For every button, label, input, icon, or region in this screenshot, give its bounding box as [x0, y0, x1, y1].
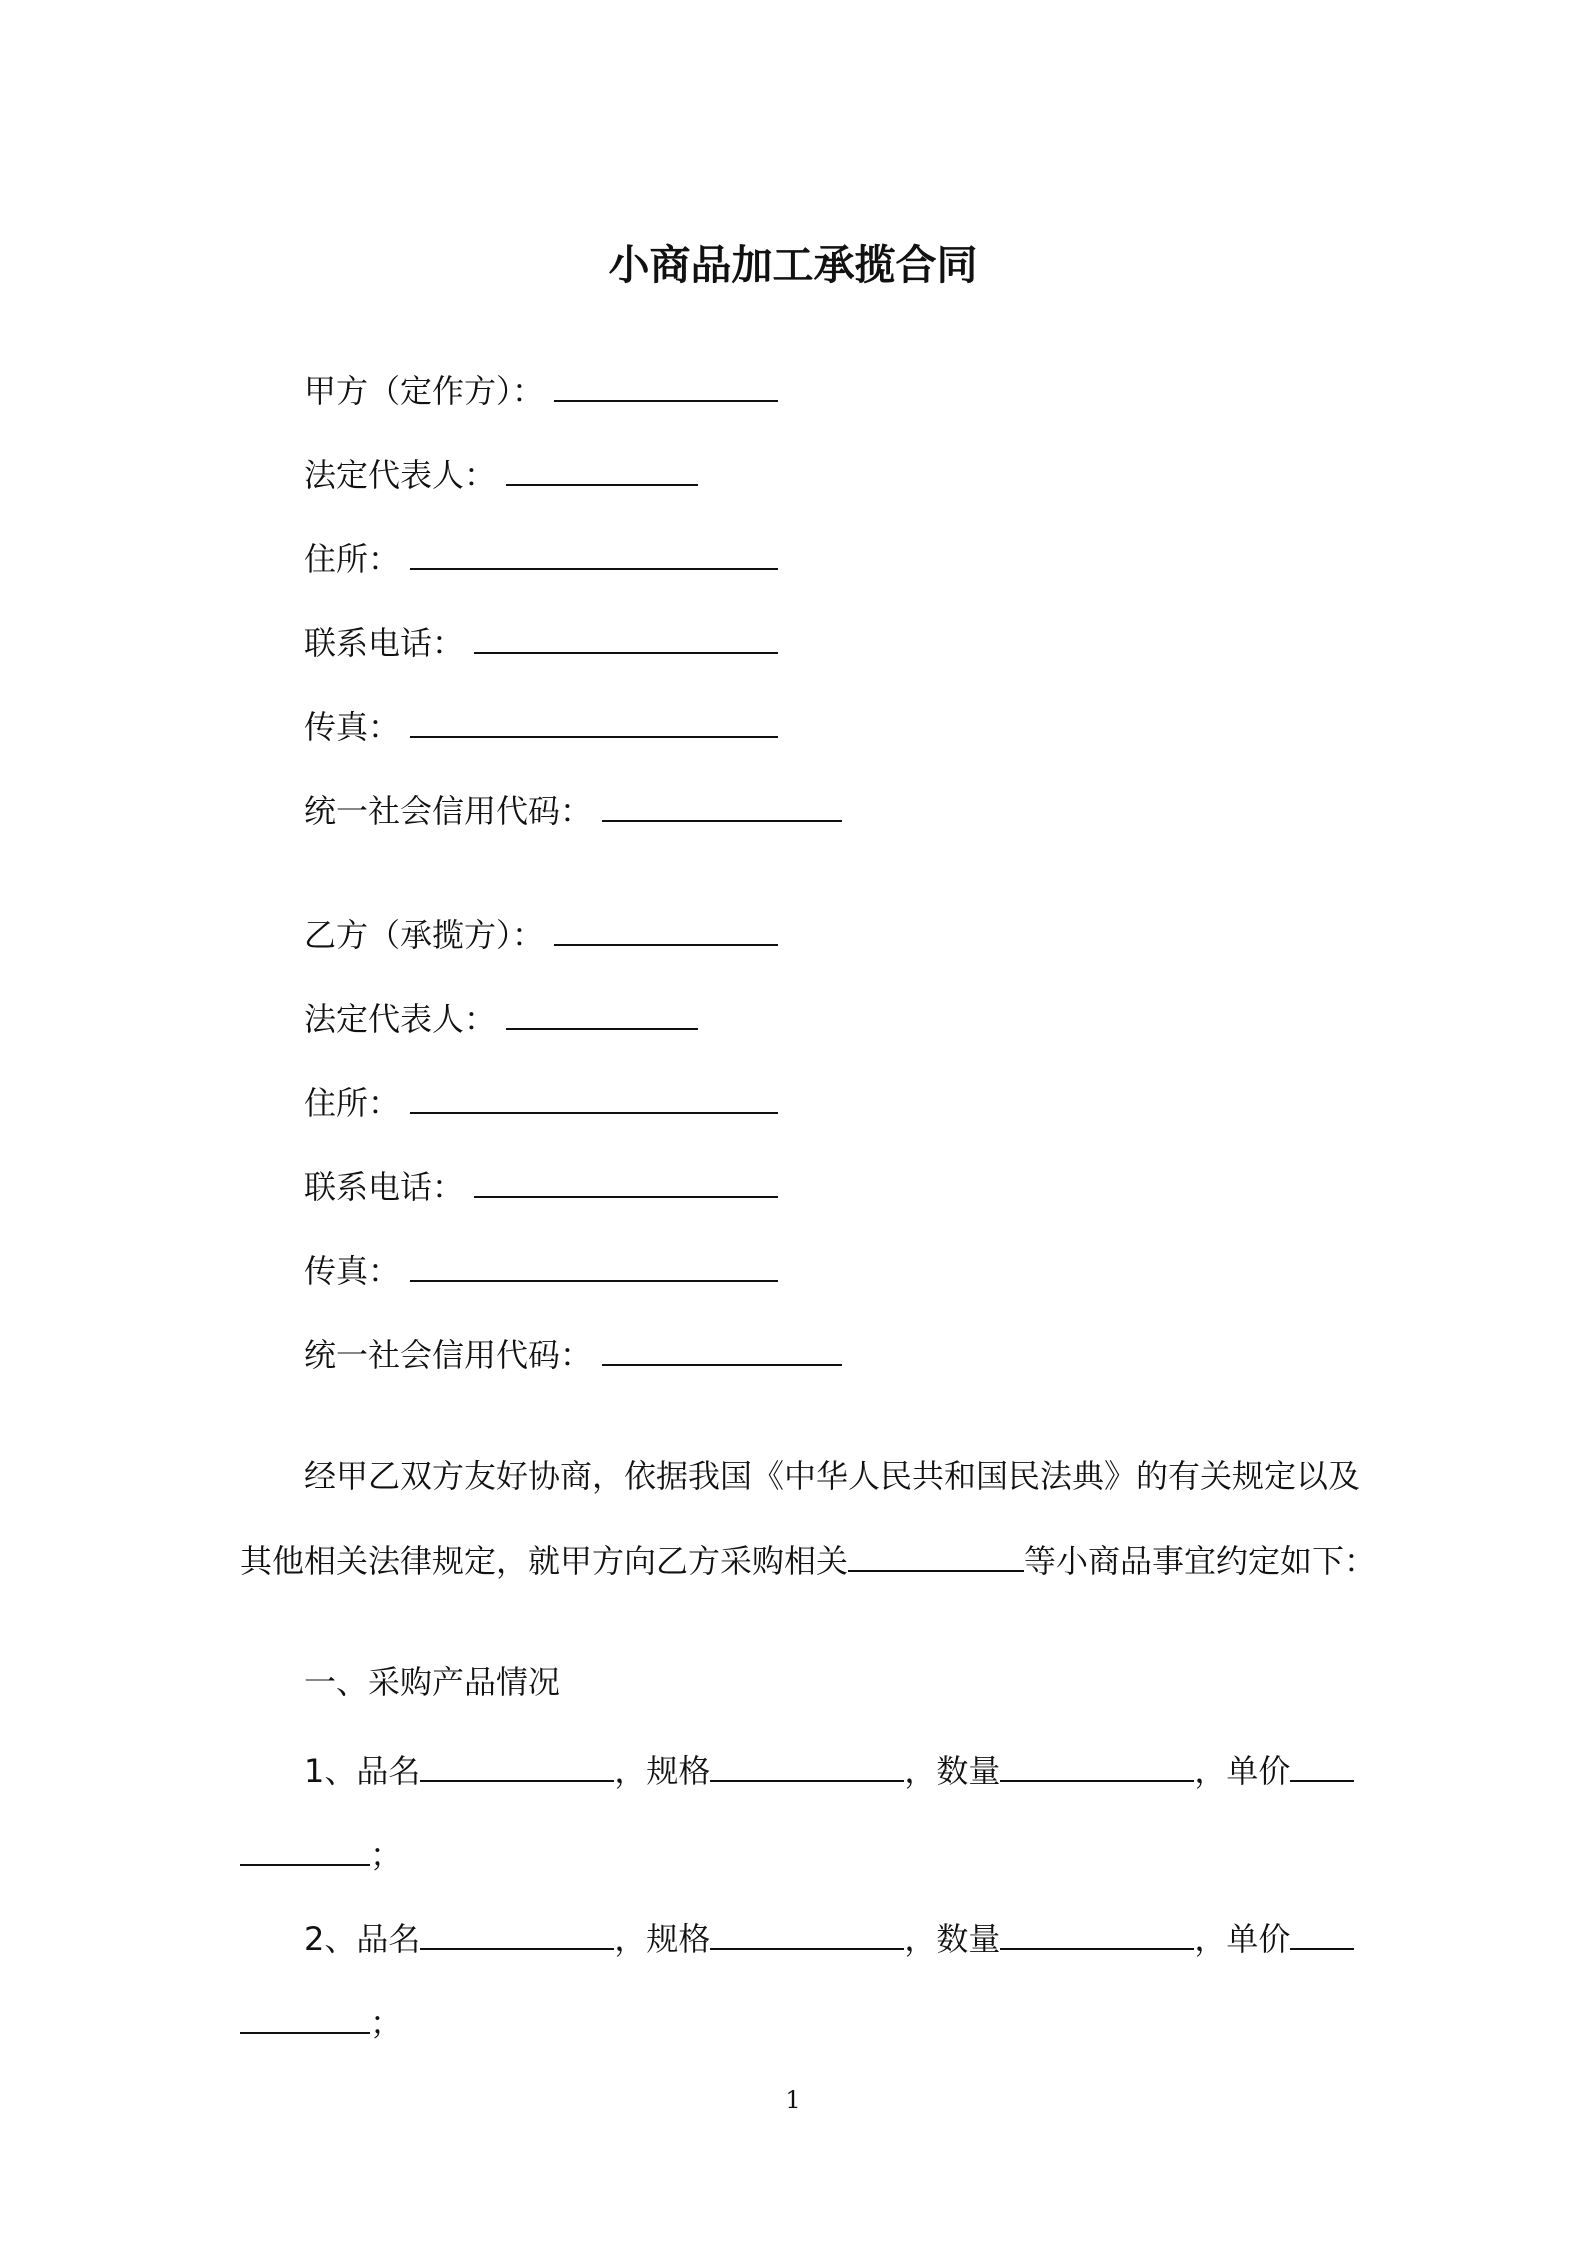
item-1-line-cont	[240, 1828, 402, 1877]
item-1-name-label: 1、品名	[304, 1752, 421, 1790]
party-b-address-line	[304, 1076, 778, 1125]
intro-line-1: 经甲乙双方友好协商，依据我国《中华人民共和国民法典》的有关规定以及	[304, 1457, 1361, 1495]
party-b-phone-label: 联系电话：	[304, 1168, 465, 1206]
item-1-spec-label: ，规格	[614, 1752, 711, 1790]
party-a-address-field[interactable]	[410, 532, 778, 570]
party-b-phone-line	[304, 1160, 778, 1209]
item-2-line-cont	[240, 1996, 402, 2045]
party-b-address-label: 住所：	[304, 1084, 401, 1122]
party-a-fax-line	[304, 700, 778, 749]
item-1-price-field[interactable]	[1290, 1744, 1354, 1782]
party-b-credit-label: 统一社会信用代码：	[304, 1336, 593, 1374]
party-a-address-label: 住所：	[304, 540, 401, 578]
item-2-price-field-cont[interactable]	[240, 1996, 370, 2034]
item-2-price-field[interactable]	[1290, 1912, 1354, 1950]
item-2-price-label: ，单价	[1194, 1920, 1291, 1958]
party-b-heading-line	[304, 908, 778, 957]
party-b-fax-field[interactable]	[410, 1244, 778, 1282]
party-a-fax-label: 传真：	[304, 708, 401, 746]
item-1-end: ；	[370, 1836, 403, 1874]
item-2-end: ；	[370, 2004, 403, 2042]
party-b-rep-field[interactable]	[506, 992, 698, 1030]
item-2-qty-field[interactable]	[1000, 1912, 1194, 1950]
item-2-name-label: 2、品名	[304, 1920, 421, 1958]
party-a-phone-field[interactable]	[474, 616, 778, 654]
party-b-address-field[interactable]	[410, 1076, 778, 1114]
item-1-name-field[interactable]	[420, 1744, 614, 1782]
party-a-heading-line	[304, 364, 778, 413]
item-1-price-label: ，单价	[1194, 1752, 1291, 1790]
intro-line-2-a: 其他相关法律规定，就甲方向乙方采购相关	[240, 1542, 849, 1580]
item-1-price-field-cont[interactable]	[240, 1828, 370, 1866]
party-a-phone-label: 联系电话：	[304, 624, 465, 662]
party-a-address-line	[304, 532, 778, 581]
party-b-rep-line	[304, 992, 698, 1041]
party-b-fax-line	[304, 1244, 778, 1293]
party-a-credit-line	[304, 784, 842, 833]
section-1-heading: 一、采购产品情况	[304, 1663, 561, 1701]
party-a-credit-field[interactable]	[602, 784, 842, 822]
party-b-fax-label: 传真：	[304, 1252, 401, 1290]
party-a-rep-line	[304, 448, 698, 497]
party-a-phone-line	[304, 616, 778, 665]
item-2-qty-label: ，数量	[904, 1920, 1001, 1958]
party-b-rep-label: 法定代表人：	[304, 1000, 497, 1038]
party-b-heading-label: 乙方（承揽方）：	[304, 916, 545, 954]
product-type-field[interactable]	[848, 1534, 1024, 1572]
party-b-credit-field[interactable]	[602, 1328, 842, 1366]
party-b-credit-line	[304, 1328, 842, 1377]
document-title: 小商品加工承揽合同	[608, 241, 978, 289]
item-2-spec-field[interactable]	[710, 1912, 904, 1950]
item-1-spec-field[interactable]	[710, 1744, 904, 1782]
item-2-spec-label: ，规格	[614, 1920, 711, 1958]
party-b-name-field[interactable]	[554, 908, 778, 946]
intro-line-2-b: 等小商品事宜约定如下：	[1024, 1542, 1377, 1580]
item-1-line	[304, 1744, 1354, 1793]
item-1-qty-label: ，数量	[904, 1752, 1001, 1790]
item-2-name-field[interactable]	[420, 1912, 614, 1950]
party-a-name-field[interactable]	[554, 364, 778, 402]
intro-line-2	[240, 1534, 1376, 1583]
party-a-rep-field[interactable]	[506, 448, 698, 486]
party-a-credit-label: 统一社会信用代码：	[304, 792, 593, 830]
item-2-line	[304, 1912, 1354, 1961]
page-number: 1	[785, 2086, 801, 2114]
party-a-rep-label: 法定代表人：	[304, 456, 497, 494]
party-b-phone-field[interactable]	[474, 1160, 778, 1198]
item-1-qty-field[interactable]	[1000, 1744, 1194, 1782]
party-a-fax-field[interactable]	[410, 700, 778, 738]
party-a-heading-label: 甲方（定作方）：	[304, 372, 545, 410]
